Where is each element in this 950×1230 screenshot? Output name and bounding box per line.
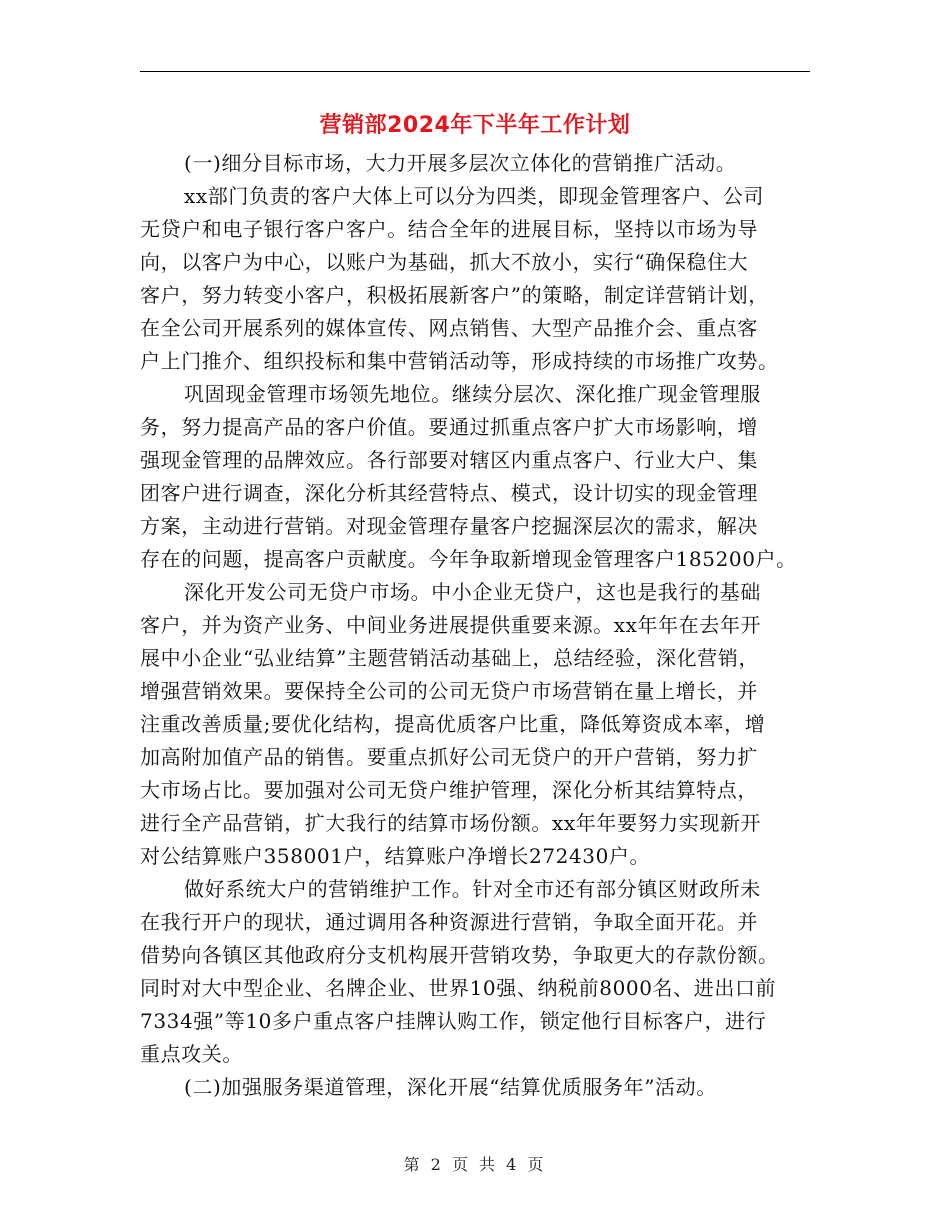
paragraph-line: 注重改善质量;要优化结构，提高优质客户比重，降低筹资成本率，增 xyxy=(140,712,766,736)
paragraph-line: 大市场占比。要加强对公司无贷户维护管理，深化分析其结算特点， xyxy=(140,778,758,802)
paragraph-line: 在我行开户的现状，通过调用各种资源进行营销，争取全面开花。并 xyxy=(140,910,758,934)
paragraph-line: 进行全产品营销，扩大我行的结算市场份额。xx年年要努力实现新开 xyxy=(140,811,762,835)
body-paragraph xyxy=(140,873,810,1071)
body-paragraph xyxy=(140,1071,810,1104)
paragraph-line: 团客户进行调查，深化分析其经营特点、模式，设计切实的现金管理 xyxy=(140,481,758,505)
paragraph-line: 加高附加值产品的销售。要重点抓好公司无贷户的开户营销，努力扩 xyxy=(140,745,758,769)
paragraph-line: 巩固现金管理市场领先地位。继续分层次、深化推广现金管理服 xyxy=(184,382,761,406)
paragraph-line: 7334强”等10多户重点客户挂牌认购工作，锁定他行目标客户，进行 xyxy=(140,1009,767,1033)
paragraph-line: 务，努力提高产品的客户价值。要通过抓重点客户扩大市场影响，增 xyxy=(140,415,758,439)
paragraph-line: 增强营销效果。要保持全公司的公司无贷户市场营销在量上增长，并 xyxy=(140,679,758,703)
body-paragraph xyxy=(140,378,810,576)
paragraph-line: 重点攻关。 xyxy=(140,1042,243,1066)
paragraph-line: 存在的问题，提高客户贡献度。今年争取新增现金管理客户185200户。 xyxy=(140,547,797,571)
document-title: 营销部2024年下半年工作计划 xyxy=(319,113,631,138)
body-paragraph xyxy=(140,147,810,180)
body-paragraph xyxy=(140,180,810,378)
paragraph-line: 户上门推介、组织投标和集中营销活动等，形成持续的市场推广攻势。 xyxy=(140,349,779,373)
paragraph-line: 展中小企业“弘业结算”主题营销活动基础上，总结经验，深化营销， xyxy=(140,646,760,670)
paragraph-line: 在全公司开展系列的媒体宣传、网点销售、大型产品推介会、重点客 xyxy=(140,316,758,340)
paragraph-line: 做好系统大户的营销维护工作。针对全市还有部分镇区财政所未 xyxy=(184,877,761,901)
paragraph-line: 无贷户和电子银行客户客户。结合全年的进展目标，坚持以市场为导 xyxy=(140,217,758,241)
paragraph-line: 对公结算账户358001户，结算账户净增长272430户。 xyxy=(140,844,651,868)
paragraph-line: 向，以客户为中心，以账户为基础，抓大不放小，实行“确保稳住大 xyxy=(140,250,749,274)
header-rule xyxy=(140,71,810,72)
page-number-footer: 第 2 页 共 4 页 xyxy=(403,1155,547,1174)
paragraph-line: 同时对大中型企业、名牌企业、世界10强、纳税前8000名、进出口前 xyxy=(140,976,777,1000)
document-body xyxy=(140,147,810,1104)
paragraph-line: (二)加强服务渠道管理，深化开展“结算优质服务年”活动。 xyxy=(184,1075,717,1099)
paragraph-line: (一)细分目标市场，大力开展多层次立体化的营销推广活动。 xyxy=(184,151,737,175)
paragraph-line: 借势向各镇区其他政府分支机构展开营销攻势，争取更大的存款份额。 xyxy=(140,943,779,967)
paragraph-line: 深化开发公司无贷户市场。中小企业无贷户，这也是我行的基础 xyxy=(184,580,761,604)
paragraph-line: 客户，并为资产业务、中间业务进展提供重要来源。xx年年在去年开 xyxy=(140,613,762,637)
paragraph-line: 客户，努力转变小客户，积极拓展新客户”的策略，制定详营销计划， xyxy=(140,283,769,307)
paragraph-line: xx部门负责的客户大体上可以分为四类，即现金管理客户、公司 xyxy=(184,184,764,208)
body-paragraph xyxy=(140,576,810,873)
paragraph-line: 方案，主动进行营销。对现金管理存量客户挖掘深层次的需求，解决 xyxy=(140,514,758,538)
paragraph-line: 强现金管理的品牌效应。各行部要对辖区内重点客户、行业大户、集 xyxy=(140,448,758,472)
